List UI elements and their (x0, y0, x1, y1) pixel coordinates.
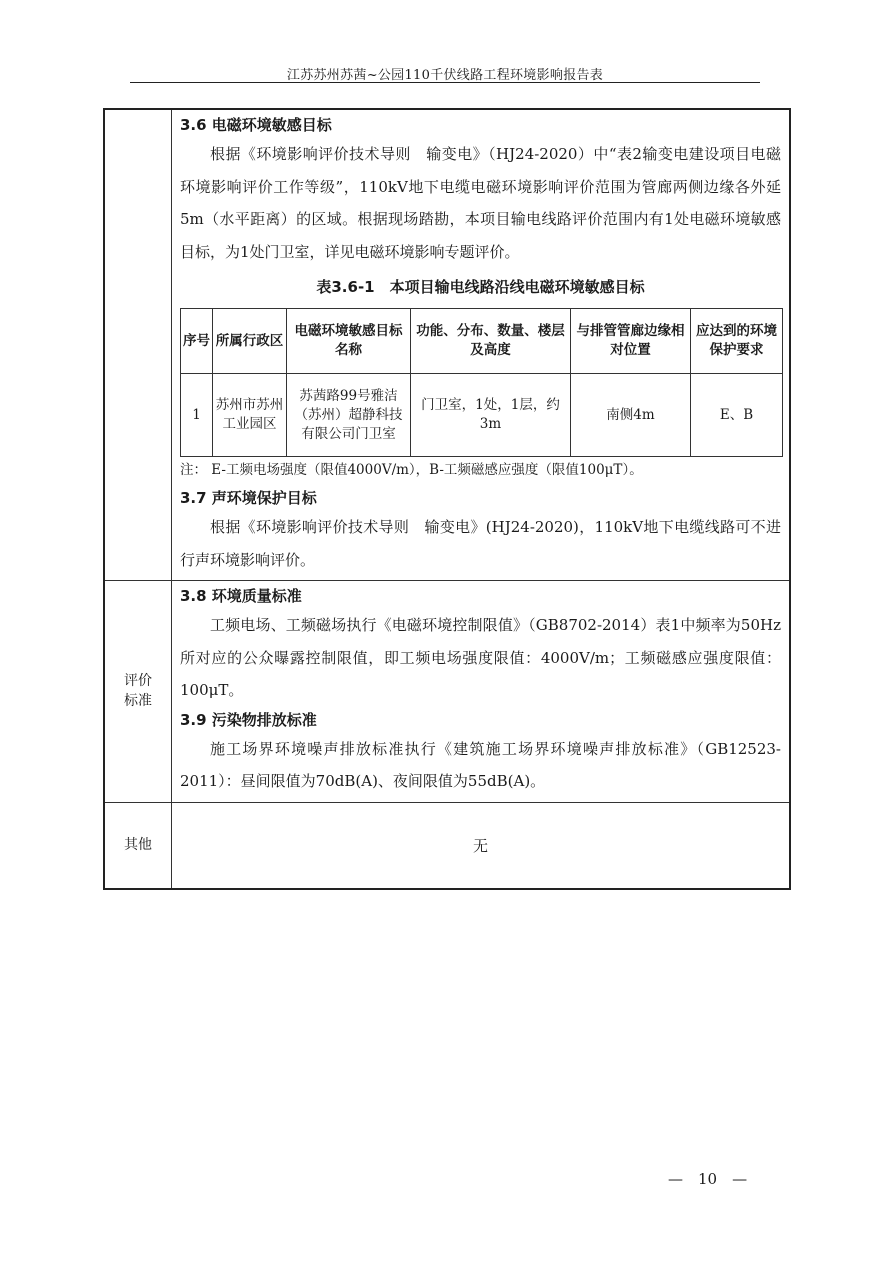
cell-function: 门卫室，1处，1层，约3m (411, 374, 571, 457)
row2-label-cell (104, 581, 172, 803)
section-3-8-heading: 3.8 环境质量标准 (180, 587, 302, 605)
section-3-6-paragraph: 根据《环境影响评价技术导则 输变电》（HJ24-2020）中“表2输变电建设项目电磁环境影响评价工作等级”，110kV地下电缆电磁环境影响评价范围为管廊两侧边缘各外延5m（水平距离）的区域。根据现场踏勘，本项目输电线路评价范围内有1处电磁环境敏感目标，为1处门卫室，详见电磁环境影响专题评价。 (180, 145, 781, 261)
page-number: — 10 — (668, 1170, 748, 1188)
row3-label-cell (104, 802, 172, 889)
cell-index: 1 (181, 374, 213, 457)
row2-label: 评价 标准 (124, 673, 152, 710)
row-standards (104, 581, 790, 803)
table-note: 注： E-工频电场强度（限值4000V/m），B-工频磁感应强度（限值100μT）。 (180, 462, 643, 478)
col-header-function: 功能、分布、数量、楼层及高度 (411, 309, 571, 374)
cell-requirement: E、B (691, 374, 783, 457)
main-table (103, 108, 791, 890)
row3-content: 无 (472, 836, 488, 855)
row3-content-cell (172, 802, 791, 889)
section-3-9-paragraph: 施工场界环境噪声排放标准执行《建筑施工场界环境噪声排放标准》（GB12523-2011）：昼间限值为70dB(A)、夜间限值为55dB(A)。 (180, 739, 781, 790)
row1-label-cell (104, 109, 172, 581)
table-3-6-1-caption: 表3.6-1 本项目输电线路沿线电磁环境敏感目标 (316, 278, 645, 296)
col-header-position: 与排管管廊边缘相对位置 (571, 309, 691, 374)
cell-district: 苏州市苏州工业园区 (213, 374, 287, 457)
cell-position: 南侧4m (571, 374, 691, 457)
sensitive-targets-table (180, 308, 783, 457)
col-header-target-name: 电磁环境敏感目标名称 (287, 309, 411, 374)
section-3-6-heading: 3.6 电磁环境敏感目标 (180, 116, 332, 134)
header-rule (130, 82, 760, 83)
section-3-7-heading: 3.7 声环境保护目标 (180, 489, 317, 507)
page-header: 江苏苏州苏茜~公园110千伏线路工程环境影响报告表 (286, 68, 604, 83)
row-targets (104, 109, 790, 581)
col-header-index: 序号 (181, 309, 213, 374)
row3-label: 其他 (124, 837, 152, 853)
table-header-row (181, 309, 783, 374)
table-row (181, 374, 783, 457)
row2-content-cell (172, 581, 791, 803)
section-3-8-paragraph: 工频电场、工频磁场执行《电磁环境控制限值》（GB8702-2014）表1中频率为50Hz所对应的公众曝露控制限值，即工频电场强度限值：4000V/m；工频磁感应强度限值：100μT。 (180, 616, 781, 699)
section-3-9-heading: 3.9 污染物排放标准 (180, 710, 317, 729)
col-header-district: 所属行政区 (213, 309, 287, 374)
section-3-7-paragraph: 根据《环境影响评价技术导则 输变电》(HJ24-2020)，110kV地下电缆线路可不进行声环境影响评价。 (180, 518, 781, 569)
row1-content-cell (172, 109, 791, 581)
cell-target-name: 苏茜路99号雅洁（苏州）超静科技有限公司门卫室 (287, 374, 411, 457)
col-header-requirement: 应达到的环境保护要求 (691, 309, 783, 374)
row-other (104, 802, 790, 889)
